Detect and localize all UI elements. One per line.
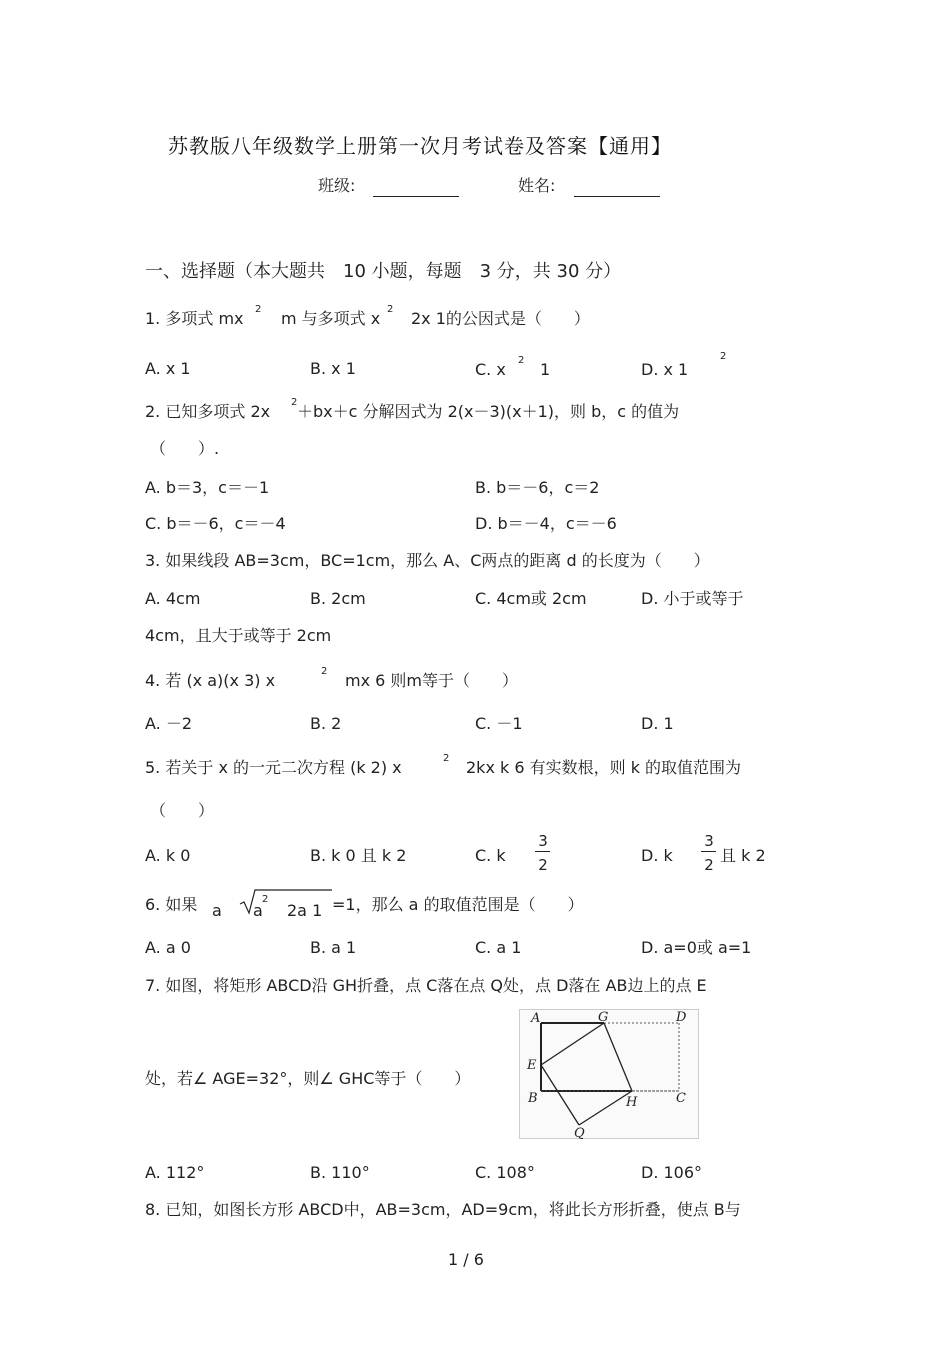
q5-stem-a: 5. 若关于 x 的一元二次方程 (k 2) x bbox=[145, 758, 402, 777]
name-field[interactable] bbox=[574, 196, 660, 197]
q3-option-b[interactable]: B. 2cm bbox=[310, 589, 366, 608]
q3-option-d-cont: 4cm，且大于或等于 2cm bbox=[145, 626, 332, 645]
fig-label-e: E bbox=[527, 1058, 537, 1073]
fig-label-c: C bbox=[676, 1091, 686, 1106]
q6-sup: 2 bbox=[262, 894, 269, 905]
q5-sup: 2 bbox=[443, 753, 450, 764]
fig-label-d: D bbox=[676, 1010, 687, 1025]
q4-stem-a: 4. 若 (x a)(x 3) x bbox=[145, 671, 276, 690]
q2-stem-b: ＋bx＋c 分解因式为 2(x－3)(x＋1)，则 b，c 的值为 bbox=[297, 402, 680, 421]
q1-option-c[interactable]: C. x bbox=[475, 360, 506, 379]
q1-option-c-post: 1 bbox=[540, 360, 551, 379]
q6-option-a[interactable]: A. a 0 bbox=[145, 938, 191, 957]
q2-option-b[interactable]: B. b＝－6，c＝2 bbox=[475, 478, 600, 497]
q1-sup-2: 2 bbox=[387, 304, 394, 315]
q6-rad-b: 2a 1 bbox=[287, 901, 323, 920]
fig-label-g: G bbox=[598, 1010, 609, 1025]
q5-option-d[interactable]: D. k bbox=[641, 846, 673, 865]
q1-sup-1: 2 bbox=[255, 304, 262, 315]
q5-option-c[interactable]: C. k bbox=[475, 846, 506, 865]
q5-c-numerator: 3 bbox=[538, 832, 548, 850]
q6-option-c[interactable]: C. a 1 bbox=[475, 938, 522, 957]
q2-option-c[interactable]: C. b＝－6，c＝－4 bbox=[145, 514, 286, 533]
fig-label-b: B bbox=[528, 1091, 538, 1106]
q2-option-a[interactable]: A. b＝3，c＝－1 bbox=[145, 478, 270, 497]
q1-option-b[interactable]: B. x 1 bbox=[310, 359, 356, 378]
q1-option-d-sup: 2 bbox=[720, 351, 727, 362]
q5-c-fraction-bar bbox=[535, 851, 550, 852]
q5-d-denominator: 2 bbox=[704, 856, 714, 874]
q5-stem-b: 2kx k 6 有实数根，则 k 的取值范围为 bbox=[466, 758, 742, 777]
class-field[interactable] bbox=[373, 196, 459, 197]
q6-rad-a: a bbox=[253, 901, 263, 920]
q1-stem-c: 2x 1的公因式是（ ） bbox=[411, 309, 590, 328]
q5-option-a[interactable]: A. k 0 bbox=[145, 846, 191, 865]
q2-stem-c: （ ）. bbox=[150, 439, 220, 458]
q7-option-b[interactable]: B. 110° bbox=[310, 1163, 370, 1182]
q7-stem-cont: 处，若∠ AGE=32°，则∠ GHC等于（ ） bbox=[145, 1069, 471, 1088]
q6-option-b[interactable]: B. a 1 bbox=[310, 938, 357, 957]
q4-option-d[interactable]: D. 1 bbox=[641, 714, 674, 733]
q7-option-a[interactable]: A. 112° bbox=[145, 1163, 205, 1182]
q5-option-b[interactable]: B. k 0 且 k 2 bbox=[310, 846, 407, 865]
q3-option-a[interactable]: A. 4cm bbox=[145, 589, 201, 608]
q7-option-d[interactable]: D. 106° bbox=[641, 1163, 703, 1182]
q3-option-c[interactable]: C. 4cm或 2cm bbox=[475, 589, 587, 608]
q1-option-d[interactable]: D. x 1 bbox=[641, 360, 689, 379]
q5-option-d-post: 且 k 2 bbox=[720, 846, 766, 865]
q2-sup: 2 bbox=[291, 397, 298, 408]
q6-stem-b: =1，那么 a 的取值范围是（ ） bbox=[332, 895, 584, 914]
q5-d-numerator: 3 bbox=[704, 832, 714, 850]
q6-var: a bbox=[212, 901, 222, 920]
q4-stem-b: mx 6 则m等于（ ） bbox=[345, 671, 518, 690]
q1-stem-b: m 与多项式 x bbox=[281, 309, 381, 328]
fig-label-q: Q bbox=[574, 1126, 585, 1139]
q5-d-fraction-bar bbox=[701, 851, 716, 852]
q1-option-a[interactable]: A. x 1 bbox=[145, 359, 191, 378]
section-heading: 一、选择题（本大题共 10 小题，每题 3 分，共 30 分） bbox=[145, 261, 622, 282]
name-label: 姓名: bbox=[518, 176, 556, 195]
q7-stem: 7. 如图，将矩形 ABCD沿 GH折叠，点 C落在点 Q处，点 D落在 AB边上的点 E bbox=[145, 976, 707, 995]
q2-stem-a: 2. 已知多项式 2x bbox=[145, 402, 271, 421]
q4-sup: 2 bbox=[321, 666, 328, 677]
q7-option-c[interactable]: C. 108° bbox=[475, 1163, 535, 1182]
q4-option-b[interactable]: B. 2 bbox=[310, 714, 342, 733]
q3-stem: 3. 如果线段 AB=3cm，BC=1cm，那么 A、C两点的距离 d 的长度为（ ） bbox=[145, 551, 710, 570]
q2-option-d[interactable]: D. b＝－4，c＝－6 bbox=[475, 514, 617, 533]
q3-option-d[interactable]: D. 小于或等于 bbox=[641, 589, 744, 608]
q4-option-a[interactable]: A. －2 bbox=[145, 714, 193, 733]
q6-option-d[interactable]: D. a=0或 a=1 bbox=[641, 938, 752, 957]
q1-option-c-sup: 2 bbox=[518, 355, 525, 366]
class-label: 班级: bbox=[318, 176, 356, 195]
folding-rectangle-figure bbox=[519, 1009, 699, 1139]
q5-c-denominator: 2 bbox=[538, 856, 548, 874]
page-number: 1 / 6 bbox=[448, 1250, 484, 1269]
q8-stem: 8. 已知，如图长方形 ABCD中，AB=3cm，AD=9cm，将此长方形折叠，使点 B与 bbox=[145, 1200, 741, 1219]
fig-label-a: A bbox=[531, 1011, 541, 1026]
page-title: 苏教版八年级数学上册第一次月考试卷及答案【通用】 bbox=[168, 134, 672, 158]
q6-stem-a: 6. 如果 bbox=[145, 895, 198, 914]
q4-option-c[interactable]: C. －1 bbox=[475, 714, 523, 733]
fig-label-h: H bbox=[626, 1095, 638, 1110]
q5-stem-c: （ ） bbox=[150, 801, 215, 820]
q1-stem-a: 1. 多项式 mx bbox=[145, 309, 244, 328]
